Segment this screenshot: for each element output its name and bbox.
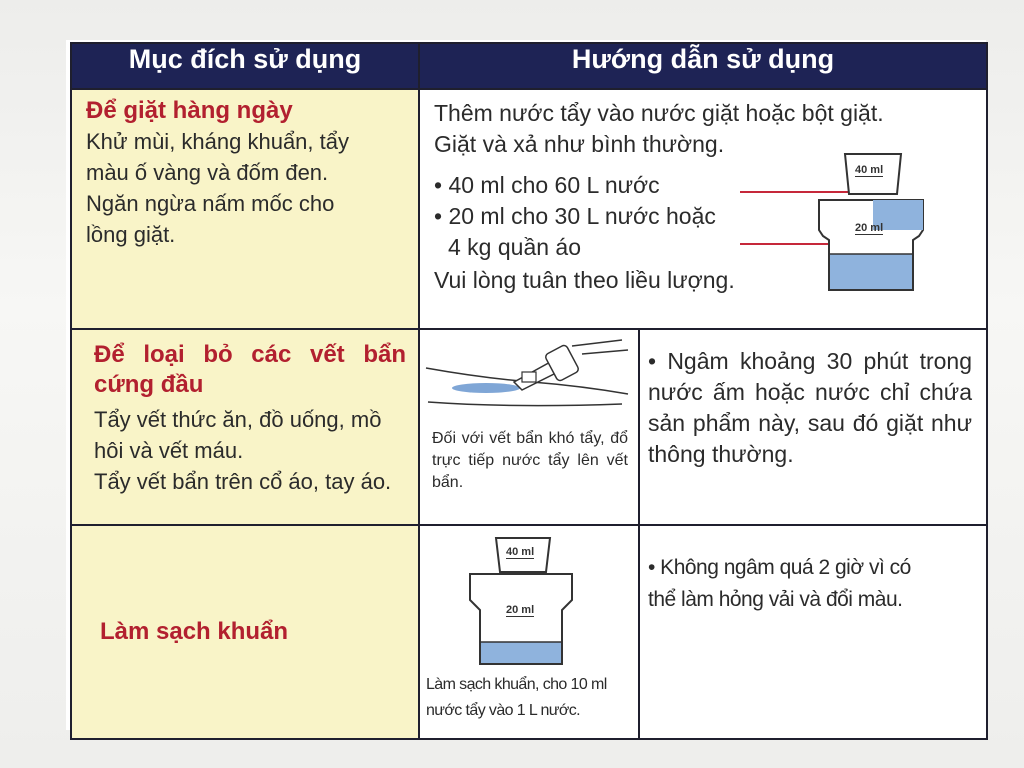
illustration-sanitize (419, 525, 639, 739)
purpose-stain-title: Để loại bỏ các vết bẩn cứng đầu (94, 341, 406, 398)
body-line: màu ố vàng và đốm đen. (86, 160, 329, 185)
body-line: Tẩy vết thức ăn, đồ uống, mồ (94, 407, 382, 432)
header-purpose: Mục đích sử dụng (71, 43, 419, 89)
purpose-daily-body (86, 126, 408, 250)
purpose-daily (71, 89, 419, 329)
dosage-item: • 20 ml cho 30 L nước hoặc (434, 203, 716, 229)
instruction-sanitize-text (640, 526, 986, 616)
header-instructions: Hướng dẫn sử dụng (419, 43, 987, 89)
purpose-daily-title: Để giặt hàng ngày (86, 97, 293, 124)
illustration-sanitize-caption (426, 672, 607, 724)
instruction-line: • Không ngâm quá 2 giờ vì có (648, 556, 911, 579)
body-line: hôi và vết máu. (94, 438, 244, 463)
dosage-item: 4 kg quần áo (448, 234, 582, 260)
measuring-cup-icon (468, 534, 574, 672)
cup-label-20: 20 ml (506, 604, 535, 616)
body-line: Tẩy vết bẩn trên cổ áo, tay áo. (94, 469, 392, 494)
row-sanitize (71, 525, 987, 739)
purpose-sanitize-title: Làm sạch khuẩn (100, 618, 289, 645)
purpose-sanitize (71, 525, 419, 739)
instruction-stain-text: • Ngâm khoảng 30 phút trong nước ấm hoặc nước chỉ chứa sản phẩm này, sau đó giặt như thông thường. (648, 348, 972, 467)
body-line: Ngăn ngừa nấm mốc cho (86, 191, 335, 216)
caption-line: Làm sạch khuẩn, cho 10 ml (426, 676, 607, 693)
instruction-stain (639, 329, 987, 525)
bottle-pour-icon (422, 338, 632, 418)
caption-line: nước tẩy vào 1 L nước. (426, 702, 581, 719)
row-stain (71, 329, 987, 525)
illustration-stain (419, 329, 639, 525)
measuring-cup-icon (815, 150, 927, 300)
header-row (71, 43, 987, 89)
cup-label-20: 20 ml (855, 222, 884, 234)
purpose-stain-body (94, 404, 408, 497)
cup-label-40: 40 ml (855, 164, 884, 176)
instruction-daily-line: Thêm nước tẩy vào nước giặt hoặc bột giặt. (434, 100, 884, 126)
body-line: Khử mùi, kháng khuẩn, tẩy (86, 129, 349, 154)
dosage-item: • 40 ml cho 60 L nước (434, 172, 660, 198)
row-daily (71, 89, 987, 329)
purpose-stain (71, 329, 419, 525)
instruction-line: thể làm hỏng vải và đổi màu. (648, 588, 903, 611)
cup-label-40: 40 ml (506, 546, 535, 558)
illustration-stain-caption: Đối với vết bẩn khó tẩy, đổ trực tiếp nước tẩy lên vết bẩn. (432, 430, 628, 491)
instruction-daily (419, 89, 987, 329)
body-line: lồng giặt. (86, 222, 176, 247)
instruction-daily-line: Giặt và xả như bình thường. (434, 131, 725, 157)
instruction-sanitize (639, 525, 987, 739)
usage-table (70, 42, 988, 740)
dosage-note: Vui lòng tuân theo liều lượng. (434, 267, 735, 293)
